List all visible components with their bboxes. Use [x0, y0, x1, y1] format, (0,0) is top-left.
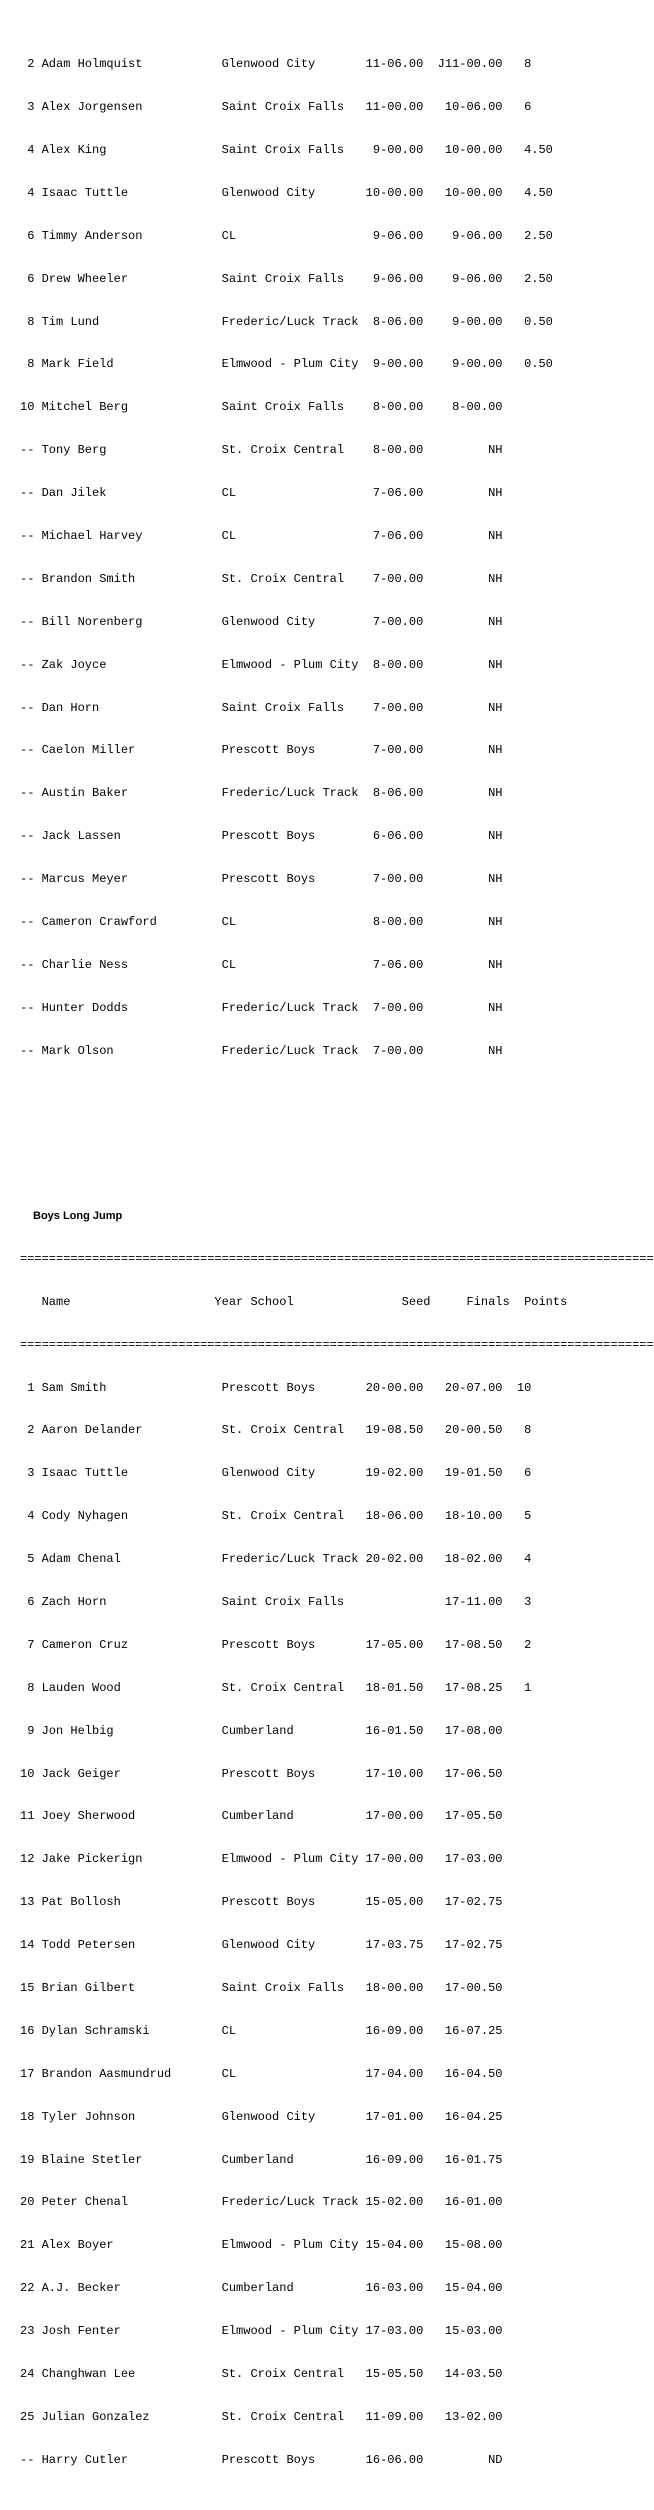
result-row: 18 Tyler Johnson Glenwood City 17-01.00 16-04.25	[20, 2109, 503, 2124]
result-row: 16 Dylan Schramski CL 16-09.00 16-07.25	[20, 2023, 503, 2038]
results-document	[20, 0, 654, 2510]
result-row: 13 Pat Bollosh Prescott Boys 15-05.00 17-02.75	[20, 1895, 503, 1910]
result-row: -- Hunter Dodds Frederic/Luck Track 7-00.00 NH	[20, 1000, 503, 1015]
result-row: 8 Mark Field Elmwood - Plum City 9-00.00 9-00.00 0.50	[20, 357, 553, 372]
result-row: 24 Changhwan Lee St. Croix Central 15-05.50 14-03.50	[20, 2366, 503, 2381]
result-row: 22 A.J. Becker Cumberland 16-03.00 15-04.00	[20, 2281, 503, 2296]
result-row: 8 Lauden Wood St. Croix Central 18-01.50 17-08.25 1	[20, 1680, 532, 1695]
result-row: 23 Josh Fenter Elmwood - Plum City 17-03.00 15-03.00	[20, 2324, 503, 2339]
result-row: 8 Tim Lund Frederic/Luck Track 8-06.00 9-00.00 0.50	[20, 314, 553, 329]
result-row: 3 Isaac Tuttle Glenwood City 19-02.00 19-01.50 6	[20, 1466, 532, 1481]
result-row: -- Zak Joyce Elmwood - Plum City 8-00.00 NH	[20, 657, 503, 672]
result-row: -- Mark Olson Frederic/Luck Track 7-00.00 NH	[20, 1043, 503, 1058]
result-row: 2 Adam Holmquist Glenwood City 11-06.00 J11-00.00 8	[20, 57, 532, 72]
result-row: 3 Alex Jorgensen Saint Croix Falls 11-00.00 10-06.00 6	[20, 100, 532, 115]
result-row: -- Harry Cutler Prescott Boys 16-06.00 ND	[20, 2452, 503, 2467]
result-row: 10 Mitchel Berg Saint Croix Falls 8-00.00 8-00.00	[20, 400, 503, 415]
result-row: 7 Cameron Cruz Prescott Boys 17-05.00 17-08.50 2	[20, 1637, 532, 1652]
result-row: 6 Drew Wheeler Saint Croix Falls 9-06.00 9-06.00 2.50	[20, 271, 553, 286]
result-row: 6 Timmy Anderson CL 9-06.00 9-06.00 2.50	[20, 228, 553, 243]
result-row: 4 Alex King Saint Croix Falls 9-00.00 10-00.00 4.50	[20, 142, 553, 157]
result-row: 11 Joey Sherwood Cumberland 17-00.00 17-05.50	[20, 1809, 503, 1824]
result-row: -- Charlie Ness CL 7-06.00 NH	[20, 957, 503, 972]
result-row: 25 Julian Gonzalez St. Croix Central 11-09.00 13-02.00	[20, 2409, 503, 2424]
result-row: 4 Cody Nyhagen St. Croix Central 18-06.00 18-10.00 5	[20, 1509, 532, 1524]
result-row: 5 Adam Chenal Frederic/Luck Track 20-02.00 18-02.00 4	[20, 1552, 532, 1567]
result-row: 17 Brandon Aasmundrud CL 17-04.00 16-04.50	[20, 2066, 503, 2081]
result-row: -- Caelon Miller Prescott Boys 7-00.00 NH	[20, 743, 503, 758]
result-row: -- Dan Horn Saint Croix Falls 7-00.00 NH	[20, 700, 503, 715]
result-row: 2 Aaron Delander St. Croix Central 19-08.50 20-00.50 8	[20, 1423, 532, 1438]
result-row: 1 Sam Smith Prescott Boys 20-00.00 20-07.00 10	[20, 1380, 532, 1395]
result-row: 15 Brian Gilbert Saint Croix Falls 18-00.00 17-00.50	[20, 1980, 503, 1995]
event-title: Boys Long Jump	[33, 1209, 123, 1222]
result-row: 19 Blaine Stetler Cumberland 16-09.00 16-01.75	[20, 2152, 503, 2167]
result-row: 4 Isaac Tuttle Glenwood City 10-00.00 10-00.00 4.50	[20, 185, 553, 200]
result-row: 21 Alex Boyer Elmwood - Plum City 15-04.00 15-08.00	[20, 2238, 503, 2253]
result-row: -- Bill Norenberg Glenwood City 7-00.00 NH	[20, 614, 503, 629]
result-row: 20 Peter Chenal Frederic/Luck Track 15-02.00 16-01.00	[20, 2195, 503, 2210]
result-row: -- Brandon Smith St. Croix Central 7-00.00 NH	[20, 571, 503, 586]
result-row: -- Tony Berg St. Croix Central 8-00.00 NH	[20, 443, 503, 458]
result-row: -- Austin Baker Frederic/Luck Track 8-06.00 NH	[20, 786, 503, 801]
section-spacer	[20, 1129, 654, 1137]
column-headers: Name Year School Seed Finals Points	[20, 1294, 568, 1309]
result-row: 6 Zach Horn Saint Croix Falls 17-11.00 3	[20, 1594, 532, 1609]
result-row: 9 Jon Helbig Cumberland 16-01.50 17-08.00	[20, 1723, 503, 1738]
result-row: -- Michael Harvey CL 7-06.00 NH	[20, 528, 503, 543]
long-jump-results	[20, 1180, 654, 2495]
result-row: -- Marcus Meyer Prescott Boys 7-00.00 NH	[20, 872, 503, 887]
result-row: 12 Jake Pickerign Elmwood - Plum City 17-00.00 17-03.00	[20, 1852, 503, 1867]
result-row: -- Cameron Crawford CL 8-00.00 NH	[20, 915, 503, 929]
divider-rule: ========================================================================================	[20, 1251, 654, 1266]
divider-rule: ========================================================================================	[20, 1337, 654, 1352]
result-row: -- Jack Lassen Prescott Boys 6-06.00 NH	[20, 829, 503, 844]
result-row: 14 Todd Petersen Glenwood City 17-03.75 17-02.75	[20, 1938, 503, 1953]
result-row: 10 Jack Geiger Prescott Boys 17-10.00 17-06.50	[20, 1766, 503, 1781]
result-row: -- Dan Jilek CL 7-06.00 NH	[20, 486, 503, 501]
high-jump-results	[20, 29, 654, 1087]
